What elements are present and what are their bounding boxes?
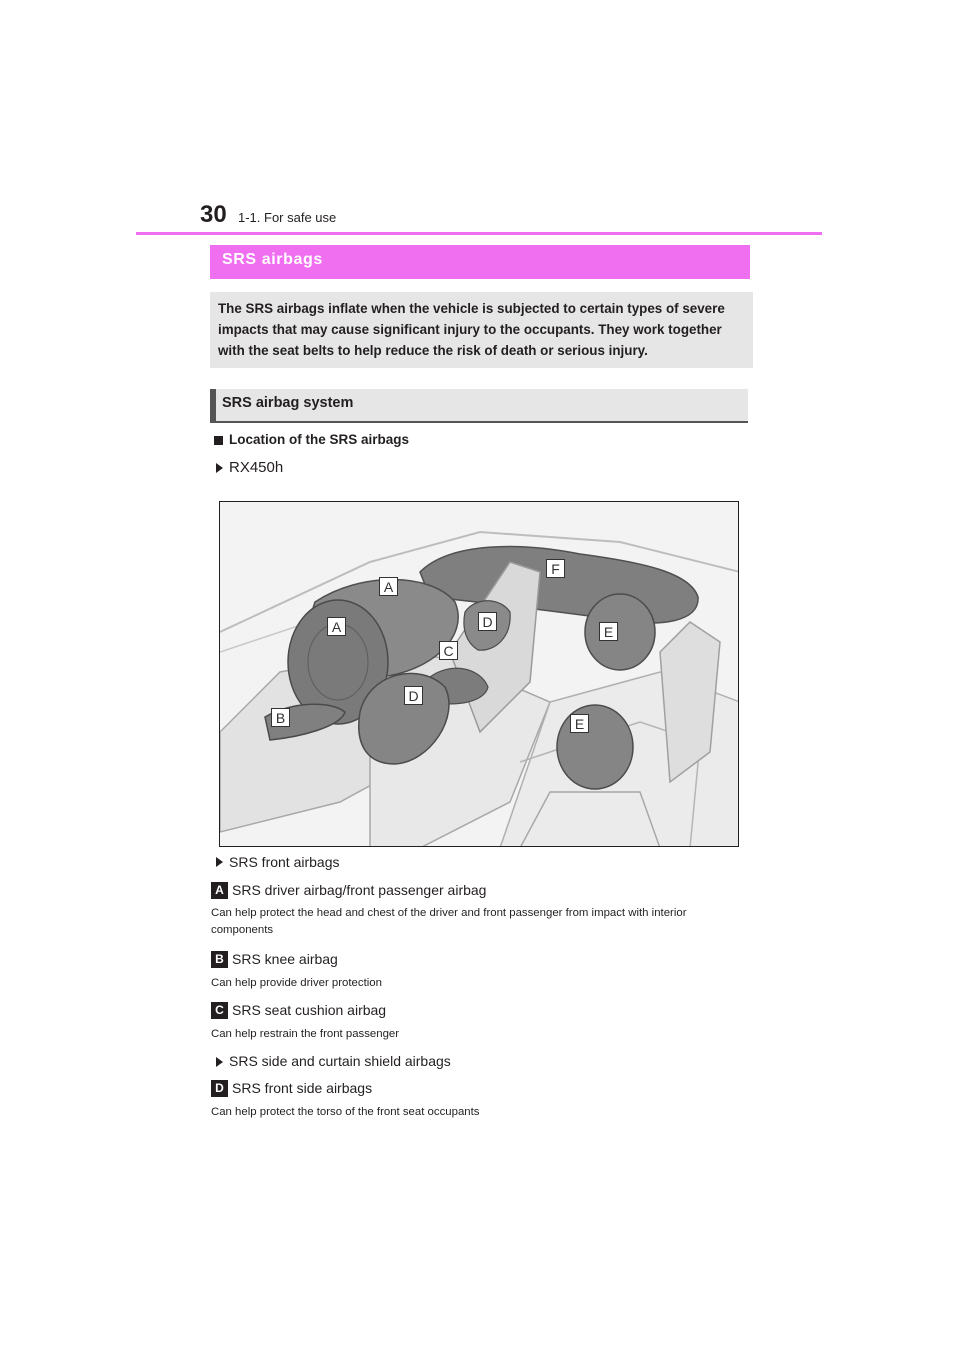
square-bullet-icon: [214, 436, 223, 445]
location-heading: Location of the SRS airbags: [229, 432, 410, 447]
legend-letter-d: D: [211, 1080, 228, 1097]
legend-label-b: SRS knee airbag: [232, 951, 338, 967]
page-number: 30: [200, 201, 227, 228]
section-title-bar: [210, 245, 750, 279]
section-title: SRS airbags: [222, 251, 323, 268]
callout-e-lower: E: [570, 714, 589, 733]
triangle-bullet-icon: [216, 857, 223, 867]
header-rule: [136, 232, 822, 235]
legend-letter-a: A: [211, 882, 228, 899]
legend-label-d: SRS front side airbags: [232, 1080, 373, 1096]
callout-a-upper: A: [379, 577, 398, 596]
vehicle-interior-drawing: [220, 502, 739, 847]
legend-letter-c: C: [211, 1002, 228, 1019]
subsection-title: SRS airbag system: [222, 395, 354, 411]
front-airbags-group-title: SRS front airbags: [229, 854, 340, 870]
legend-desc-c: Can help restrain the front passenger: [211, 1028, 400, 1040]
triangle-bullet-icon: [216, 463, 223, 473]
subsection-bar: [210, 389, 748, 423]
callout-f: F: [546, 559, 565, 578]
callout-e-upper: E: [599, 622, 618, 641]
legend-letter-b: B: [211, 951, 228, 968]
legend-desc-a: Can help protect the head and chest of the driver and front passenger from impact with interior components: [211, 907, 687, 936]
callout-a-lower: A: [327, 617, 346, 636]
triangle-bullet-icon: [216, 1057, 223, 1067]
legend-label-c: SRS seat cushion airbag: [232, 1002, 387, 1018]
intro-box: [210, 292, 753, 368]
side-airbags-group-title: SRS side and curtain shield airbags: [229, 1053, 451, 1069]
intro-text: The SRS airbags inflate when the vehicle is subjected to certain types of severe impacts that may cause significant injury to the occupants. They work together with the seat belts to help reduce the risk of death or serious injury.: [218, 301, 725, 358]
callout-c: C: [439, 641, 458, 660]
callout-d-upper: D: [478, 612, 497, 631]
subsection-accent: [210, 389, 216, 421]
legend-desc-b: Can help provide driver protection: [211, 977, 382, 989]
legend-label-a: SRS driver airbag/front passenger airbag: [232, 882, 487, 898]
callout-d-lower: D: [404, 686, 423, 705]
section-reference: 1-1. For safe use: [238, 210, 337, 225]
model-label: RX450h: [229, 459, 284, 476]
legend-desc-d: Can help protect the torso of the front seat occupants: [211, 1106, 480, 1118]
callout-b: B: [271, 708, 290, 727]
airbag-location-illustration: [219, 501, 739, 847]
